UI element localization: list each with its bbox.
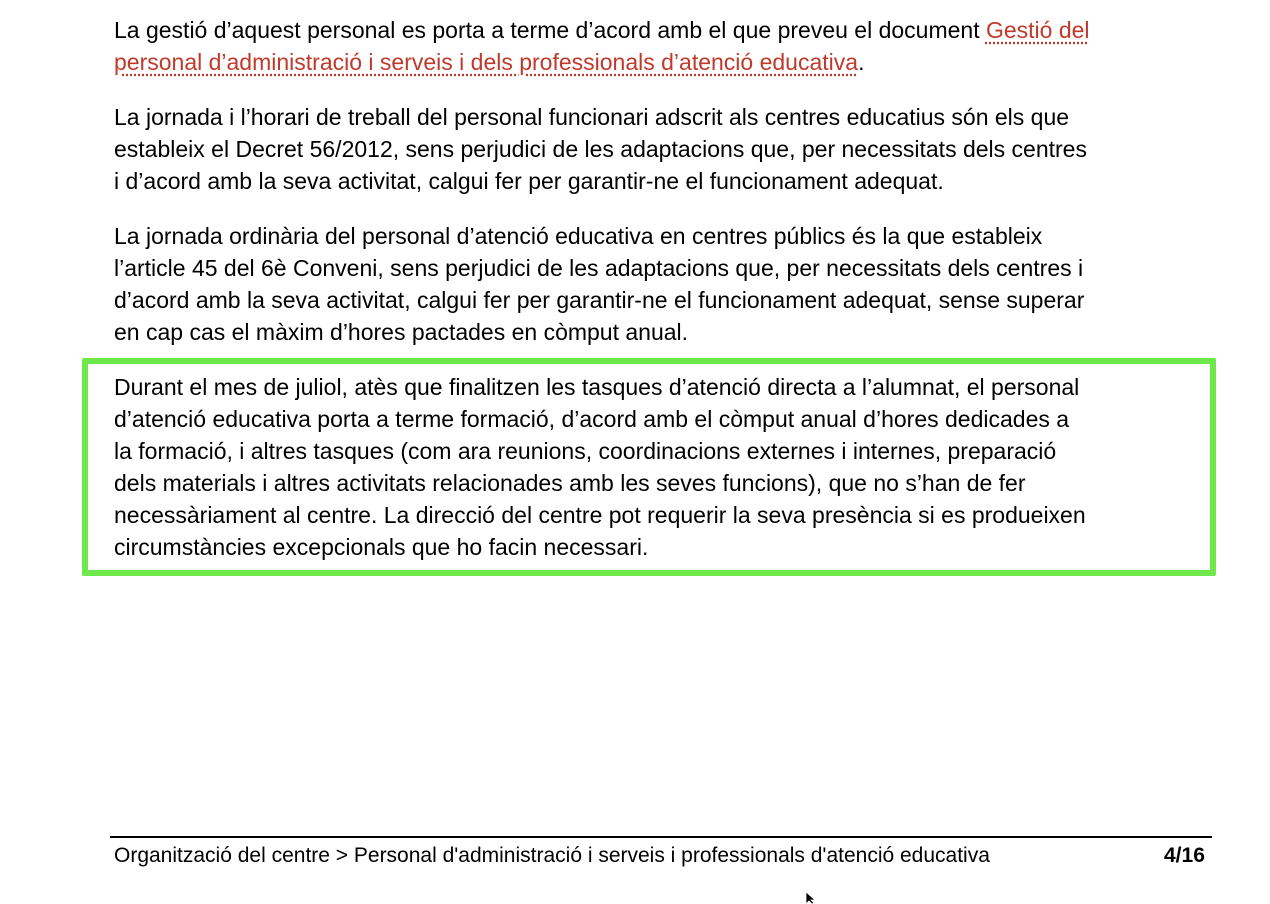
document-link-part1[interactable]: Gestió del	[985, 17, 1090, 43]
paragraph-line: en cap cas el màxim d’hores pactades en còmput anual.	[114, 319, 689, 345]
paragraph-text: .	[858, 49, 865, 75]
paragraph-line: d’atenció educativa porta a terme formació, d’acord amb el còmput anual d’hores dedicades a	[114, 406, 1070, 432]
paragraph-line: La jornada ordinària del personal d’atenció educativa en centres públics és la que estableix	[114, 223, 1043, 249]
paragraph-line: dels materials i altres activitats relacionades amb les seves funcions), que no s’han de fer	[114, 470, 1026, 496]
footer-divider	[110, 836, 1212, 838]
footer-breadcrumb: Organització del centre > Personal d'administració i serveis i professionals d'atenció educativa	[114, 844, 990, 867]
paragraph-line: necessàriament al centre. La direcció del centre pot requerir la seva presència si es produeixen	[114, 502, 1086, 528]
paragraph-line: circumstàncies excepcionals que ho facin necessari.	[114, 534, 649, 560]
paragraph-ordinary-schedule	[114, 220, 1214, 348]
paragraph-line: la formació, i altres tasques (com ara reunions, coordinacions externes i internes, preparació	[114, 438, 1057, 464]
paragraph-working-hours	[114, 101, 1214, 197]
document-link-part2[interactable]: personal d’administració i serveis i dels professionals d’atenció educativa	[114, 49, 859, 75]
paragraph-line: estableix el Decret 56/2012, sens perjudici de les adaptacions que, per necessitats dels centres	[114, 136, 1087, 162]
footer-page-number: 4/16	[1164, 844, 1205, 867]
paragraph-line: d’acord amb la seva activitat, calgui fer per garantir-ne el funcionament adequat, sense superar	[114, 287, 1085, 313]
paragraph-line: l’article 45 del 6è Conveni, sens perjudici de les adaptacions que, per necessitats dels centres i	[114, 255, 1084, 281]
paragraph-line: i d’acord amb la seva activitat, calgui fer per garantir-ne el funcionament adequat.	[114, 168, 944, 194]
paragraph-personnel-management	[114, 14, 1214, 78]
paragraph-line: Durant el mes de juliol, atès que finalitzen les tasques d’atenció directa a l’alumnat, el personal	[114, 374, 1080, 400]
paragraph-july-tasks	[114, 371, 1214, 563]
paragraph-text: La gestió d’aquest personal es porta a terme d’acord amb el que preveu el document	[114, 17, 986, 43]
paragraph-line: La jornada i l’horari de treball del personal funcionari adscrit als centres educatius són els que	[114, 104, 1070, 130]
mouse-pointer-icon	[805, 892, 821, 904]
